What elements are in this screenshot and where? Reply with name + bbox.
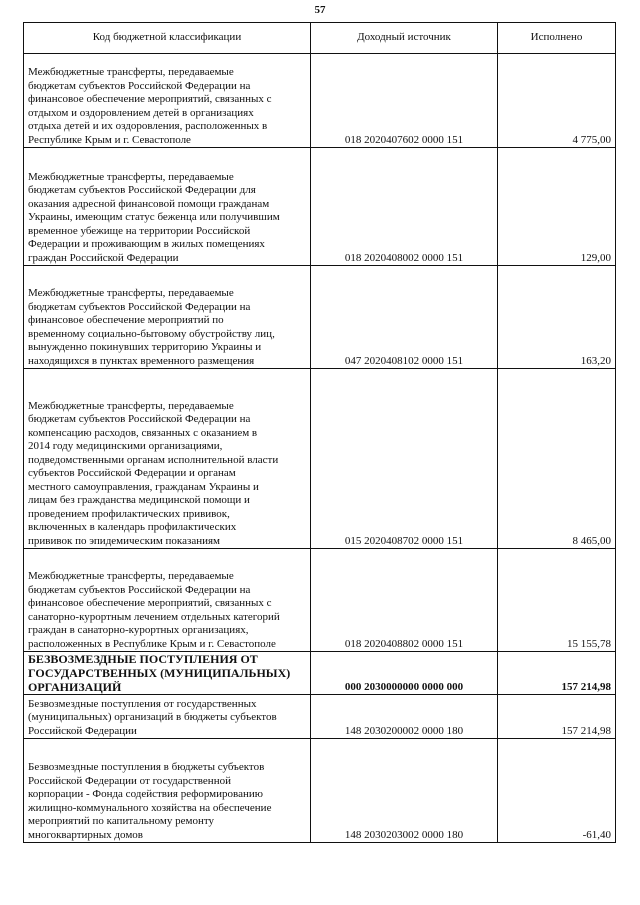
row-description: Межбюджетные трансферты, передаваемые бюджетам субъектов Российской Федерации на финансовое обеспечение мероприятий по временному социально-бытовому обустройству лиц, вынужденно покинувших территорию Украины и находящихся в пунктах временного размещения	[24, 266, 311, 369]
row-amount: 129,00	[498, 148, 616, 266]
row-source-code: 148 2030203002 0000 180	[311, 739, 498, 843]
table-row	[24, 369, 616, 549]
table-row	[24, 549, 616, 652]
row-source-code: 018 2020407602 0000 151	[311, 54, 498, 148]
row-source-code: 015 2020408702 0000 151	[311, 369, 498, 549]
row-source-code: 000 2030000000 0000 000	[311, 652, 498, 695]
column-header-executed: Исполнено	[498, 23, 616, 54]
row-amount: -61,40	[498, 739, 616, 843]
row-description: Межбюджетные трансферты, передаваемые бюджетам субъектов Российской Федерации на компенсацию расходов, связанных с оказанием в 2014 году медицинскими организациями, подведомственными органам исполнительной власти субъектов Российской Федерации и органам местного самоуправления, гражданам Украины и лицам без гражданства медицинской помощи и проведением профилактических прививок, включенных в календарь профилактических прививок по эпидемическим показаниям	[24, 369, 311, 549]
row-source-code: 018 2020408002 0000 151	[311, 148, 498, 266]
table-row-section-total	[24, 652, 616, 695]
table-row	[24, 54, 616, 148]
row-amount: 163,20	[498, 266, 616, 369]
budget-table	[23, 22, 616, 843]
row-source-code: 148 2030200002 0000 180	[311, 695, 498, 739]
row-source-code: 018 2020408802 0000 151	[311, 549, 498, 652]
column-header-source: Доходный источник	[311, 23, 498, 54]
row-description: Межбюджетные трансферты, передаваемые бюджетам субъектов Российской Федерации на финансовое обеспечение мероприятий, связанных с санаторно-курортным лечением отдельных категорий граждан в санаторно-курортных организациях, расположенных в Республике Крым и г. Севастополе	[24, 549, 311, 652]
table-row	[24, 266, 616, 369]
row-amount: 8 465,00	[498, 369, 616, 549]
page-number: 57	[314, 4, 326, 16]
row-source-code: 047 2020408102 0000 151	[311, 266, 498, 369]
row-amount: 157 214,98	[498, 695, 616, 739]
row-description: БЕЗВОЗМЕЗДНЫЕ ПОСТУПЛЕНИЯ ОТ ГОСУДАРСТВЕННЫХ (МУНИЦИПАЛЬНЫХ) ОРГАНИЗАЦИЙ	[24, 652, 311, 695]
table-row	[24, 148, 616, 266]
row-amount: 4 775,00	[498, 54, 616, 148]
row-description: Безвозмездные поступления от государственных (муниципальных) организаций в бюджеты субъектов Российской Федерации	[24, 695, 311, 739]
row-amount: 157 214,98	[498, 652, 616, 695]
column-header-code: Код бюджетной классификации	[24, 23, 311, 54]
table-row	[24, 739, 616, 843]
row-description: Межбюджетные трансферты, передаваемые бюджетам субъектов Российской Федерации на финансовое обеспечение мероприятий, связанных с отдыхом и оздоровлением детей в организациях отдыха детей и их оздоровления, расположенных в Республике Крым и г. Севастополе	[24, 54, 311, 148]
row-description: Безвозмездные поступления в бюджеты субъектов Российской Федерации от государственной корпорации - Фонда содействия реформированию жилищно-коммунального хозяйства на обеспечение мероприятий по капитальному ремонту многоквартирных домов	[24, 739, 311, 843]
row-description: Межбюджетные трансферты, передаваемые бюджетам субъектов Российской Федерации для оказания адресной финансовой помощи гражданам Украины, имеющим статус беженца или получившим временное убежище на территории Российской Федерации и проживающим в жилых помещениях граждан Российской Федерации	[24, 148, 311, 266]
table-row	[24, 695, 616, 739]
table-header-row	[24, 23, 616, 54]
row-amount: 15 155,78	[498, 549, 616, 652]
